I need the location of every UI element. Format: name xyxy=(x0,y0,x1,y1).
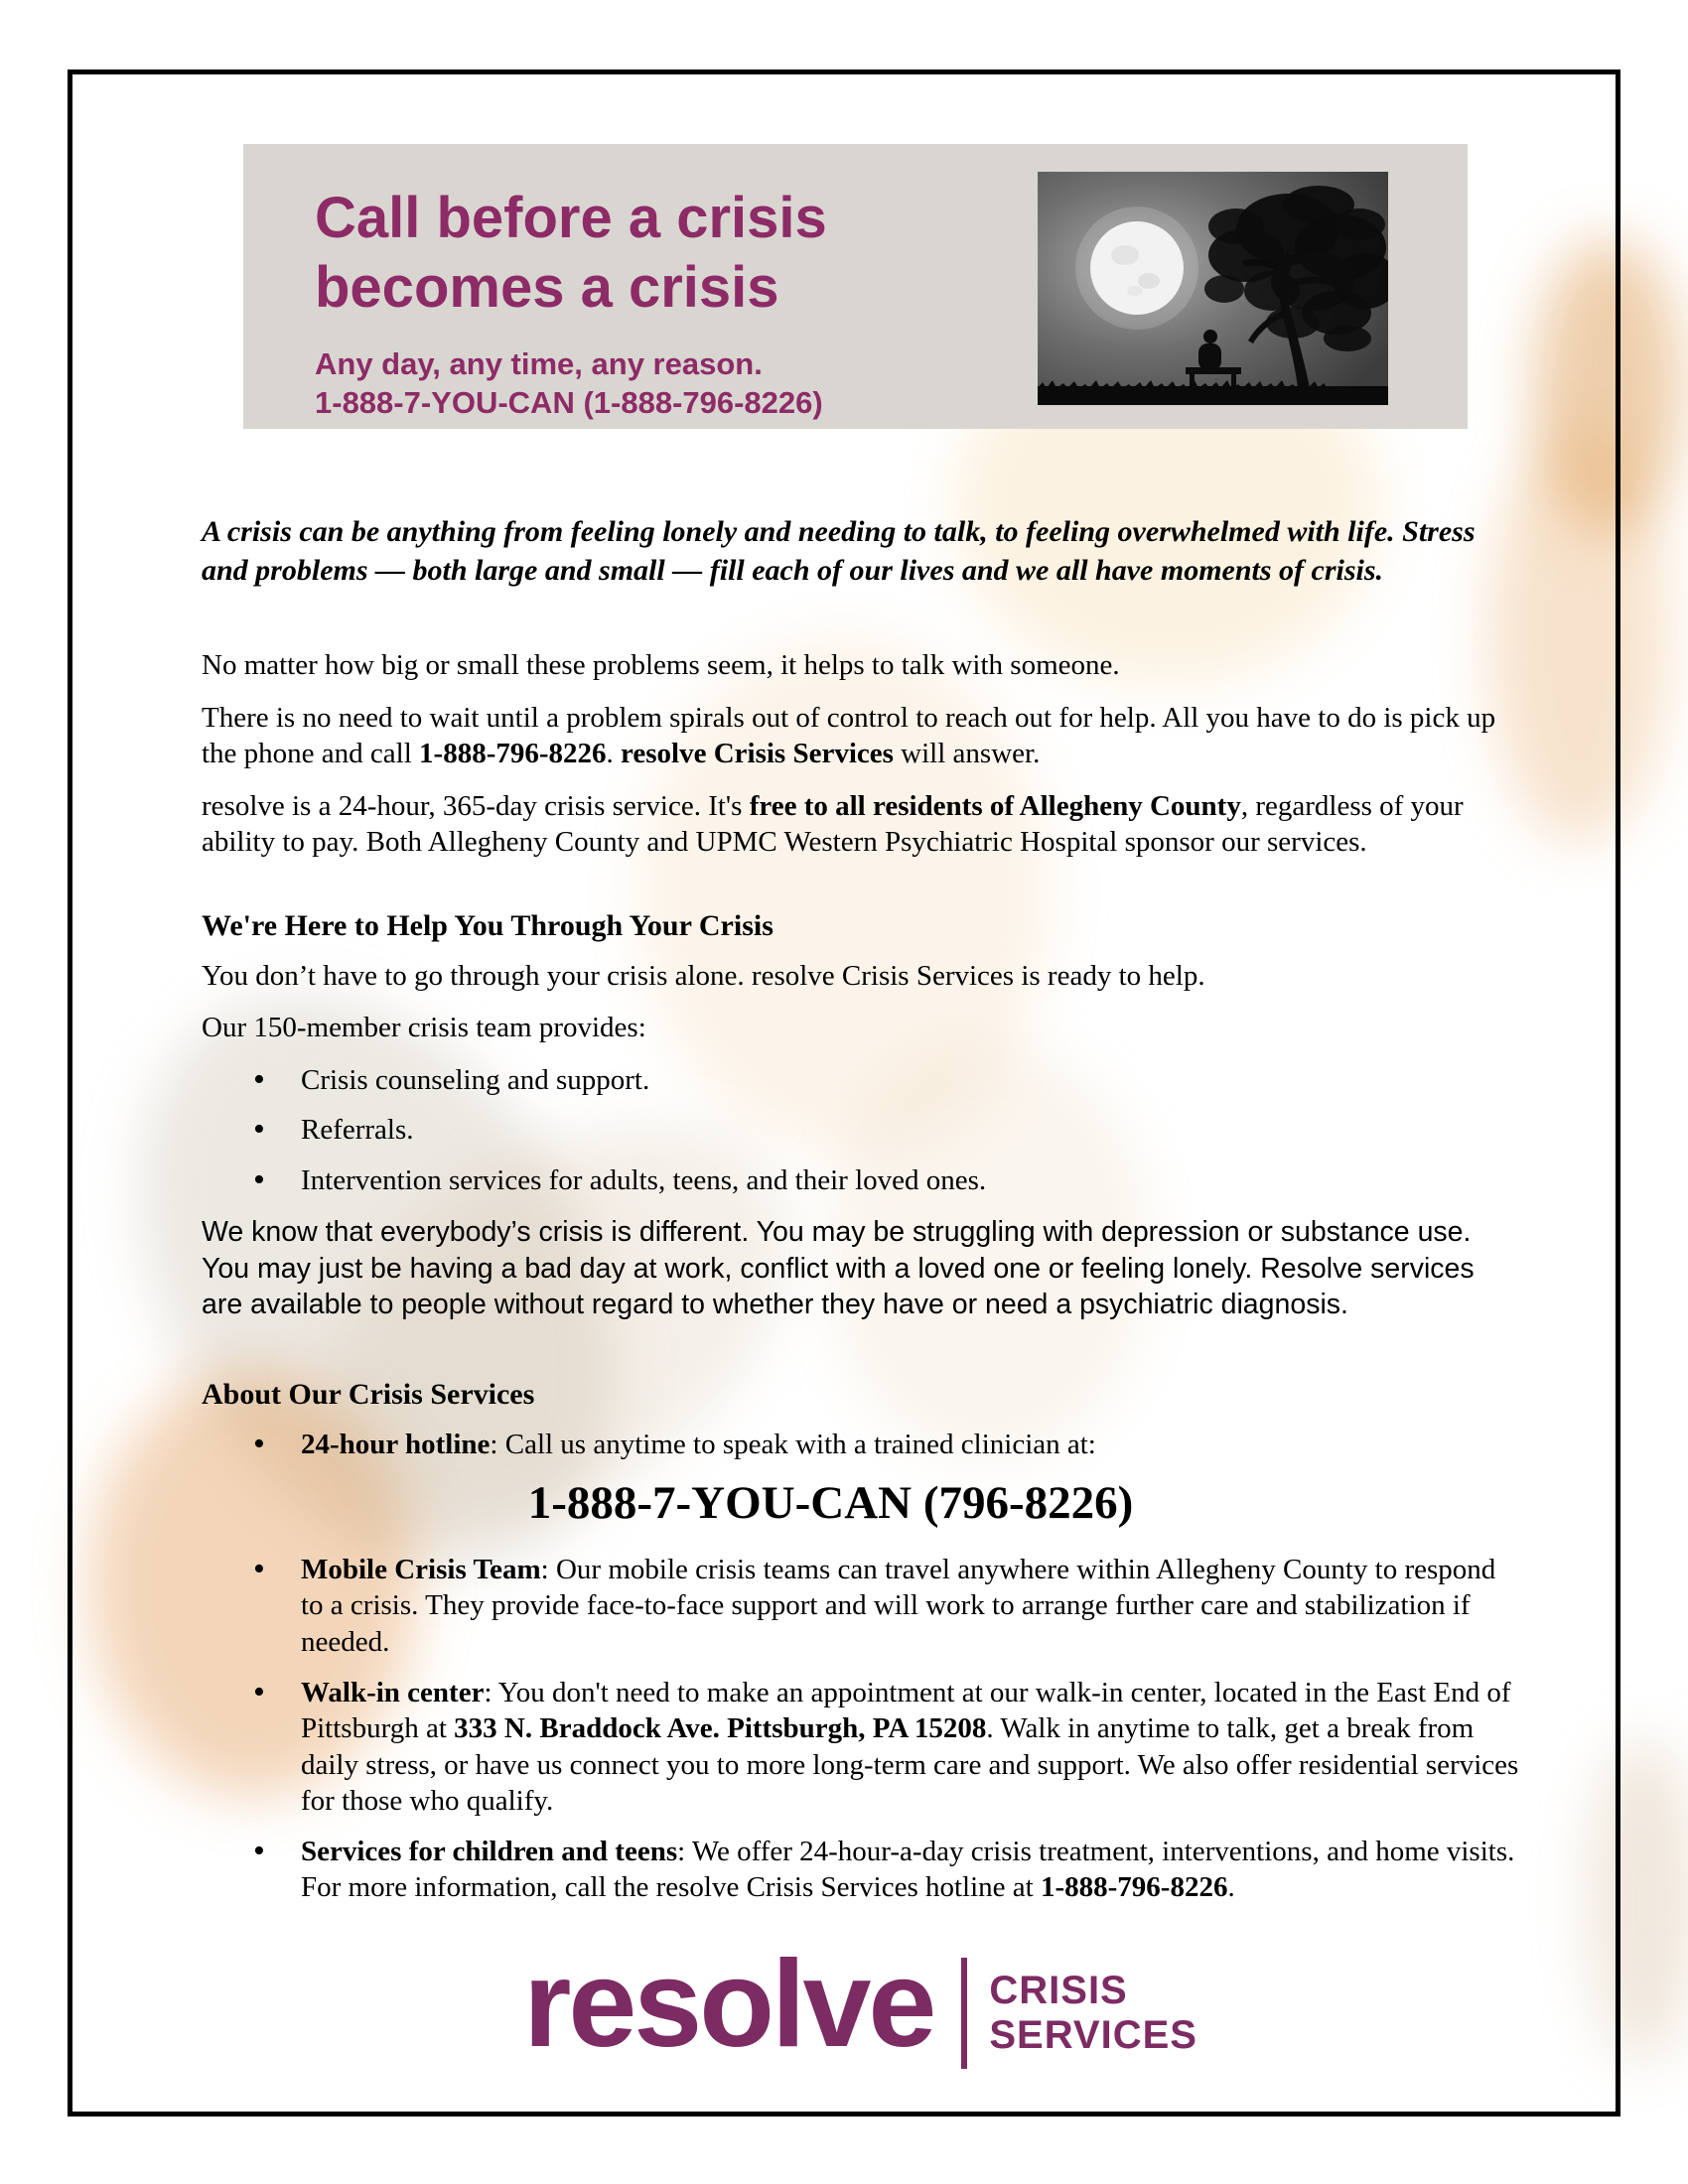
logo-wordmark: resolve xyxy=(523,1936,934,2074)
walkin-label-bold: Walk-in center xyxy=(301,1676,485,1708)
free-residents-bold: free to all residents of Allegheny County xyxy=(749,789,1241,822)
banner-title-line1: Call before a crisis xyxy=(315,186,827,250)
bullet-item-counseling: • Crisis counseling and support. xyxy=(253,1062,1519,1099)
paragraph-talk-with-someone: No matter how big or small these problems seem, it helps to talk with someone. xyxy=(202,649,1120,681)
paragraph-not-alone: You don’t have to go through your crisis alone. resolve Crisis Services is ready to help. xyxy=(202,959,1205,992)
bullet-item-mobile-crisis-team: • Mobile Crisis Team: Our mobile crisis teams can travel anywhere within Allegheny County to respond to a crisis. They provide face-to-face support and will work to arrange further care and stabilization if needed. xyxy=(253,1552,1519,1661)
about-services-bullet-list-continued xyxy=(202,1552,1519,1906)
logo-services-label: SERVICES xyxy=(989,2012,1197,2057)
paragraph-crisis-different: We know that everybody’s crisis is different. You may be struggling with depression or substance use. You may just be having a bad day at work, conflict with a loved one or feeling lonely. Resolve services are available to people without regard to whether they have or need a psychiatric diagnosis. xyxy=(202,1216,1475,1321)
logo-divider xyxy=(961,1958,967,2069)
page-border-frame xyxy=(68,69,1620,2116)
resolve-logo xyxy=(202,1936,1519,2074)
bullet-item-hotline: • 24-hour hotline: Call us anytime to speak with a trained clinician at: xyxy=(253,1427,1519,1463)
about-services-bullet-list xyxy=(202,1427,1519,1463)
header-banner xyxy=(243,144,1468,429)
night-photo xyxy=(1038,172,1388,405)
paragraph-no-need-to-wait: There is no need to wait until a problem spirals out of control to reach out for help. All you have to do is pick up the phone and call 1-888-796-8226. resolve Crisis Services will answer. xyxy=(202,701,1496,770)
hotline-label-bold: 24-hour hotline xyxy=(301,1428,491,1460)
bullet-item-children-teens: • Services for children and teens: We offer 24-hour-a-day crisis treatment, interventions, and home visits. For more information, call the resolve Crisis Services hotline at 1-888-796-8226. xyxy=(253,1834,1519,1906)
paragraph-24-hour-service: resolve is a 24-hour, 365-day crisis service. It's free to all residents of Allegheny County, regardless of your ability to pay. Both Allegheny County and UPMC Western Psychiatric Hospital sponsor our services. xyxy=(202,789,1464,859)
bullet-item-walk-in-center: • Walk-in center: You don't need to make an appointment at our walk-in center, located in the East End of Pittsburgh at 333 N. Braddock Ave. Pittsburgh, PA 15208. Walk in anytime to talk, get a break from daily stress, or have us connect you to more long-term care and support. We also offer residential services for those who qualify. xyxy=(253,1675,1519,1820)
address-bold: 333 N. Braddock Ave. Pittsburgh, PA 15208 xyxy=(454,1712,987,1745)
intro-paragraph: A crisis can be anything from feeling lonely and needing to talk, to feeling overwhelmed with life. Stress and problems — both large and small — fill each of our lives and we all have moments of crisis. xyxy=(202,515,1476,587)
resolve-name-bold: resolve Crisis Services xyxy=(621,738,894,770)
children-phone-bold: 1-888-796-8226 xyxy=(1040,1871,1228,1904)
mobile-label-bold: Mobile Crisis Team xyxy=(301,1553,541,1585)
document-body xyxy=(72,429,1616,2074)
banner-phone-number: 1-888-7-YOU-CAN (1-888-796-8226) xyxy=(315,384,823,420)
moon-icon xyxy=(1075,206,1198,330)
bullet-item-intervention: • Intervention services for adults, teens, and their loved ones. xyxy=(253,1162,1519,1199)
paragraph-crisis-team: Our 150-member crisis team provides: xyxy=(202,1012,646,1044)
section-heading-about: About Our Crisis Services xyxy=(202,1377,535,1411)
section-heading-help: We're Here to Help You Through Your Crisis xyxy=(202,908,774,942)
hotline-number-bold: 1-888-796-8226 xyxy=(419,738,607,770)
banner-title-line2: becomes a crisis xyxy=(315,254,779,320)
banner-text-block xyxy=(243,144,827,429)
big-phone-number: 1-888-7-YOU-CAN (796-8226) xyxy=(527,1477,1134,1530)
bullet-item-referrals: • Referrals. xyxy=(253,1112,1519,1149)
crisis-team-bullet-list xyxy=(202,1062,1519,1199)
logo-text-stack xyxy=(989,1969,1197,2058)
banner-tagline: Any day, any time, any reason. xyxy=(315,346,763,382)
logo-crisis-label: CRISIS xyxy=(989,1968,1128,2012)
children-label-bold: Services for children and teens xyxy=(301,1835,678,1867)
banner-title xyxy=(315,184,827,322)
